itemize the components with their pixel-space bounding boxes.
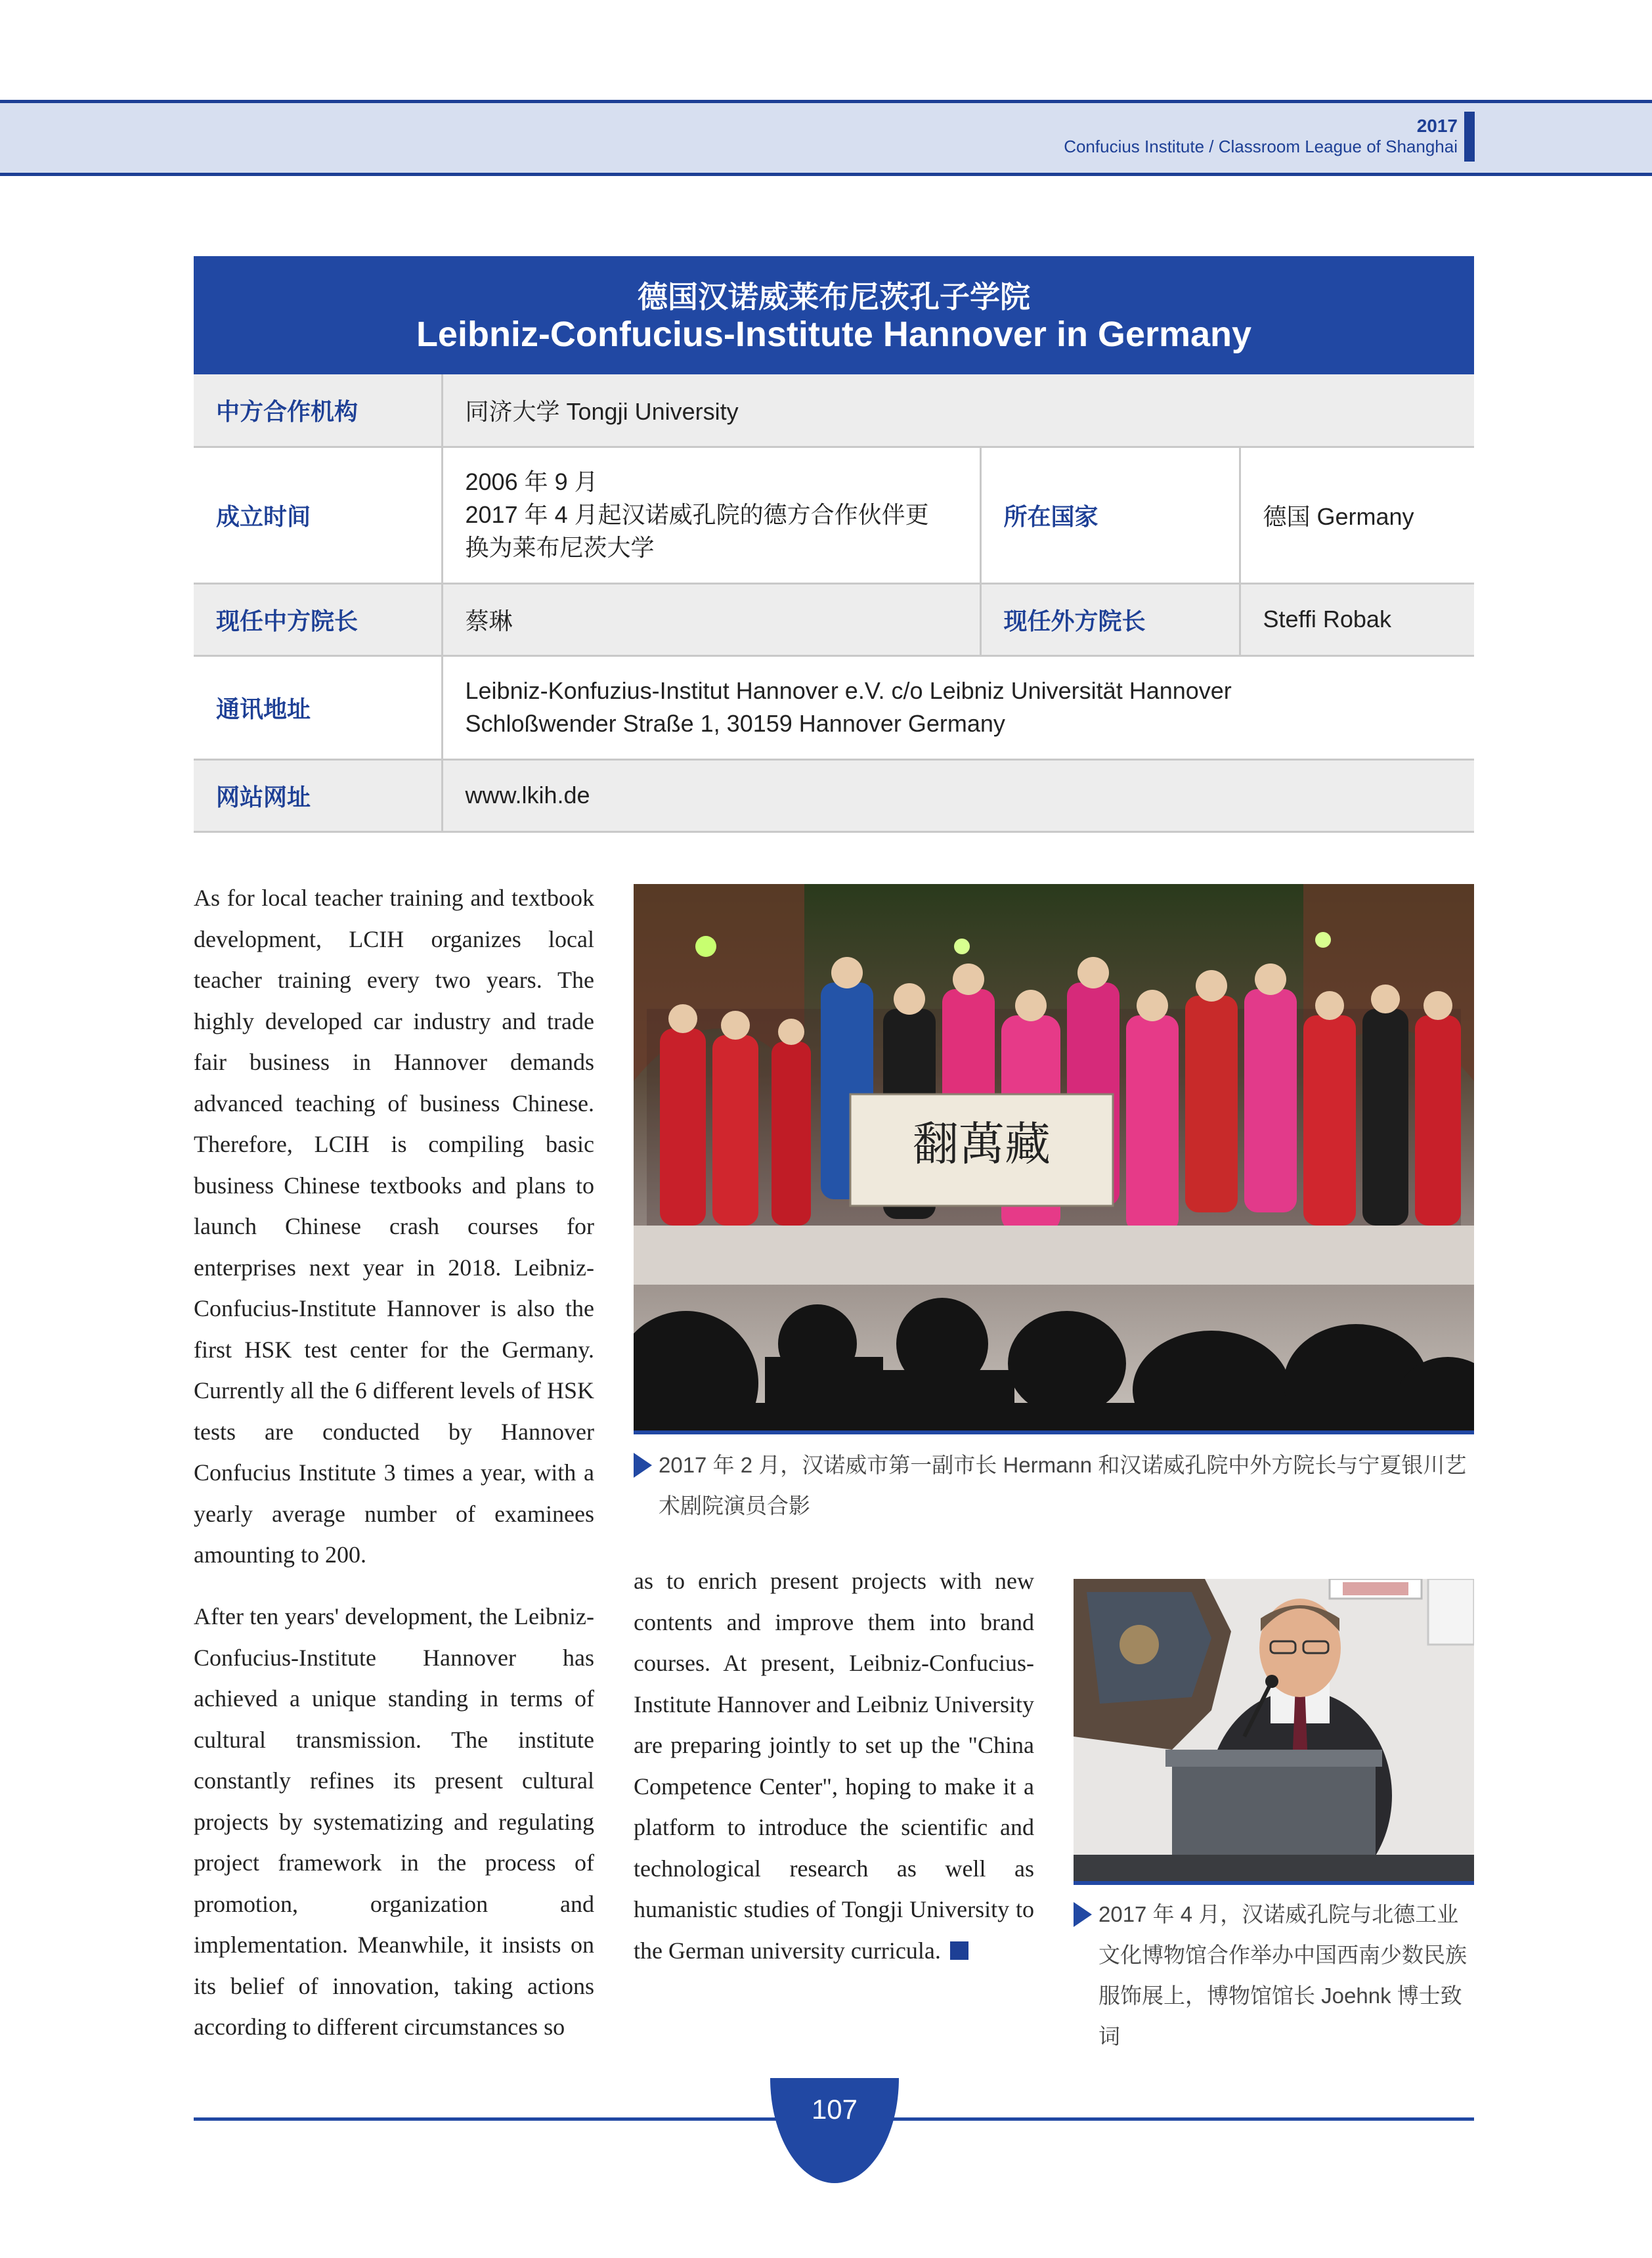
- partner-label: 中方合作机构: [194, 374, 442, 447]
- svg-text:翻萬藏: 翻萬藏: [913, 1117, 1051, 1171]
- caption-marker-icon: [634, 1453, 652, 1478]
- photo-speaker: [1074, 1579, 1474, 1885]
- end-mark-icon: [950, 1941, 968, 1960]
- photo-caption-2: 2017 年 4 月，汉诺威孔院与北德工业文化博物馆合作举办中国西南少数民族服饰展上，博物馆馆长 Joehnk 博士致词: [1098, 1902, 1467, 2048]
- caption-marker-icon: [1074, 1902, 1092, 1927]
- founded-line: 2017 年 4 月起汉诺威孔院的德方合作伙伴更: [465, 501, 929, 528]
- title-english: Leibniz-Confucius-Institute Hannover in Germany: [416, 315, 1252, 354]
- body-paragraph-3-text: as to enrich present projects with new contents and improve them into brand courses. At present, Leibniz-Confucius-Institute Hannover and Leibniz University are preparing jointly to set up the "China Competence Center", hoping to make it a platform to introduce the scientific and technological research as well as humanistic studies of Tongji University to the German university curricula.: [634, 1568, 1034, 1964]
- country-value: 德国 Germany: [1240, 447, 1474, 583]
- header-year: 2017: [1416, 116, 1458, 136]
- header-accent-bar: [1464, 112, 1475, 162]
- page-number: 107: [770, 2078, 899, 2183]
- foreign-director-label: 现任外方院长: [980, 583, 1240, 655]
- founded-value: [442, 447, 980, 583]
- cn-director-label: 现任中方院长: [194, 583, 442, 655]
- foreign-director-value: Steffi Robak: [1240, 583, 1474, 655]
- website-value[interactable]: www.lkih.de: [442, 759, 1474, 831]
- cn-director-value: 蔡琳: [442, 583, 980, 655]
- founded-line: 2006 年 9 月: [465, 468, 598, 495]
- info-table: [194, 374, 1474, 833]
- header-subtitle: Confucius Institute / Classroom League of Shanghai: [1064, 137, 1458, 156]
- partner-value: 同济大学 Tongji University: [442, 374, 1474, 447]
- body-paragraph-1: As for local teacher training and textbook development, LCIH organizes local teacher training every two years. The highly developed car industry and trade fair business in Hannover demands advanced teaching of business Chinese. Therefore, LCIH is compiling basic business Chinese textbooks and plans to launch Chinese crash courses for enterprises next year in 2018. Leibniz-Confucius-Institute Hannover is also the first HSK test center for the Germany. Currently all the 6 different levels of HSK tests are conducted by Hannover Confucius Institute 3 times a year, with a yearly average number of examinees amounting to 200.: [194, 885, 594, 1568]
- address-value: [442, 655, 1474, 759]
- founded-label: 成立时间: [194, 447, 442, 583]
- body-paragraph-3: [634, 1561, 1034, 1971]
- website-label: 网站网址: [194, 759, 442, 831]
- title-chinese: 德国汉诺威莱布尼茨孔子学院: [638, 280, 1030, 314]
- row-partner: [194, 374, 1474, 447]
- photo-caption-1: 2017 年 2 月，汉诺威市第一副市长 Hermann 和汉诺威孔院中外方院长与宁夏银川艺术剧院演员合影: [659, 1453, 1467, 1518]
- address-label: 通讯地址: [194, 655, 442, 759]
- row-directors: [194, 583, 1474, 655]
- row-address: [194, 655, 1474, 759]
- address-line: Leibniz-Konfuzius-Institut Hannover e.V. c/o Leibniz Universität Hannover: [465, 677, 1232, 704]
- founded-line: 换为莱布尼茨大学: [465, 534, 655, 561]
- institute-title-box: [194, 256, 1474, 374]
- row-founded: [194, 447, 1474, 583]
- body-paragraph-2: After ten years' development, the Leibniz-Confucius-Institute Hannover has achieved a unique standing in terms of cultural transmission. The institute constantly refines its present cultural projects by systematizing and regulating project framework in the process of promotion, organization and implementation. Meanwhile, it insists on its belief of innovation, taking actions according to different circumstances so: [194, 1603, 594, 2040]
- row-website: [194, 759, 1474, 831]
- country-label: 所在国家: [980, 447, 1240, 583]
- address-line: Schloßwender Straße 1, 30159 Hannover Germany: [465, 710, 1005, 737]
- photo-stage-group: [634, 884, 1474, 1434]
